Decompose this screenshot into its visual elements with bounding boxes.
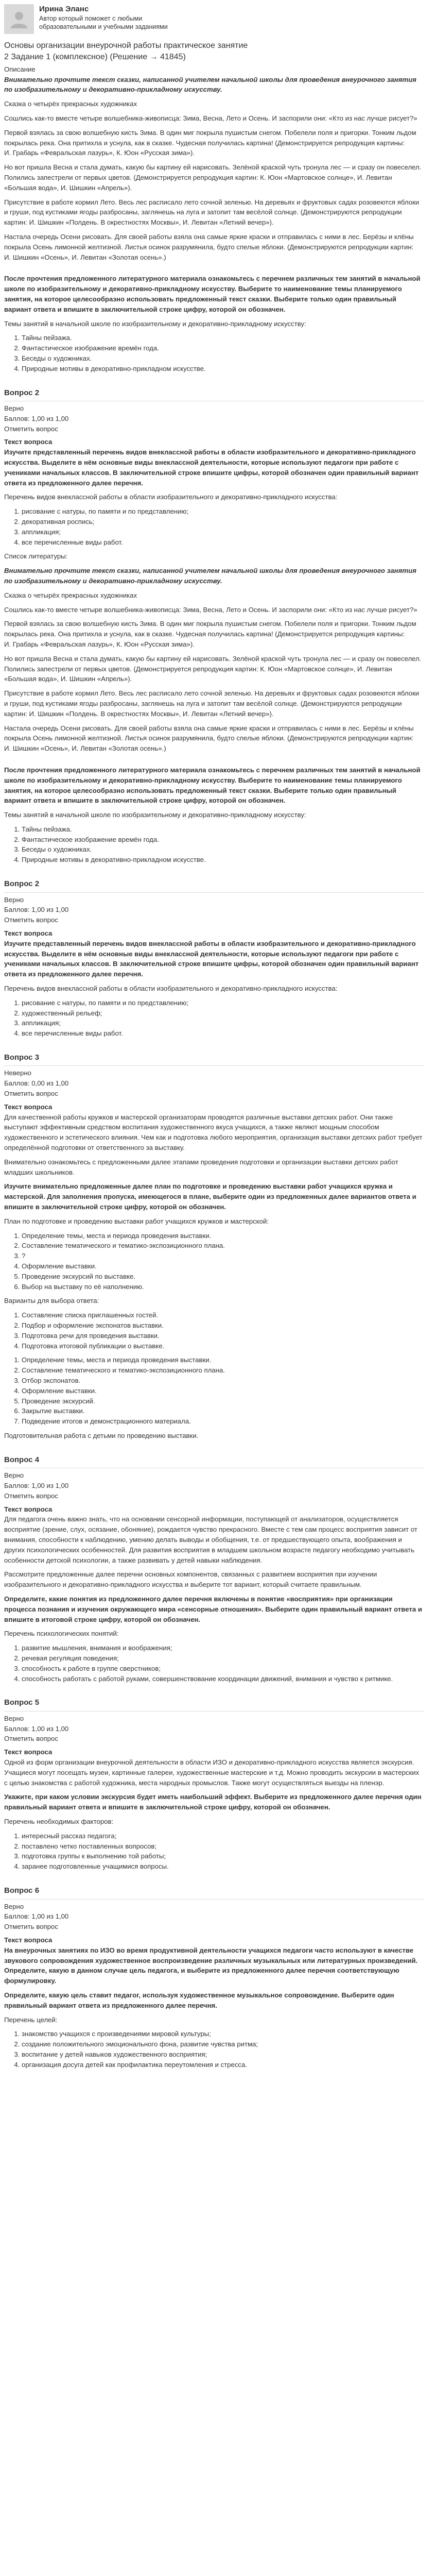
question-text-label: Текст вопроса (4, 1748, 53, 1756)
question-paragraph: Рассмотрите предложенные далее перечни основных компонентов, связанных с развитием восприятия при изучении изобразительного и декоративно-прикладного искусства и выберите тот вариант, который считаете правильным. (4, 1570, 377, 1589)
question-prompt: Изучите внимательно предложенные далее план по подготовке и проведению выставки работ учащихся кружка и мастерской. Для заполнения пропуска, имеющегося в плане, выберите один из предложенных далее вариантов ответа и впишите в заключительной строке цифру, которой он обозначен. (4, 1182, 416, 1211)
intro-text: Внимательно прочтите текст сказки, написанной учителем начальной школы для проведения внеурочного занятия по изобразительному и декоративно-прикладному искусству. (4, 75, 416, 94)
question-heading: Вопрос 5 (4, 1697, 424, 1711)
list-item: 2. Подбор и оформление экспонатов выставки. (22, 1320, 424, 1331)
list-item: 3. Отбор экспонатов. (22, 1376, 424, 1386)
avatar (4, 4, 34, 34)
list-intro: Перечень психологических понятий: (4, 1630, 119, 1638)
plan-list (4, 1231, 424, 1292)
tale-paragraph: Но вот пришла Весна и стала думать, какую бы картину ей нарисовать. Зелёной краской чуть тронула лес — и сразу он повеселел. Полились запестрели от первых цветов. (Демонстрируется репродукция картин: К. Юон «Мартовское солнце», И. Левитан «Большая вода», И. Шишкин «Апрель»). (4, 654, 422, 683)
tale-title: Сказка о четырёх прекрасных художниках (4, 100, 137, 108)
list-item: 4. Оформление выставки. (22, 1386, 424, 1396)
question-status: Верно (4, 1714, 24, 1722)
question-final: Подготовительная работа с детьми по проведению выставки. (4, 1431, 199, 1439)
answer-list-label: Список литературы: (4, 552, 68, 561)
list-item: 4. Природные мотивы в декоративно-прикладном искусстве. (22, 364, 424, 374)
tale-paragraph: Первой взялась за свою волшебную кисть Зима. В один миг покрыла пушистым снегом. Побелели поля и пригорки. Тонким льдом покрылась река. Она притихла и уснула, как в сказке. Чудесная получилась картина! (Демонстрируется репродукция картины: И. Грабарь «Февральская лазурь», К. Юон «Русская зима»). (4, 620, 416, 648)
flag-question-link[interactable]: Отметить вопрос (4, 1735, 58, 1743)
list-item: 3. аппликация; (22, 527, 424, 537)
user-icon (9, 9, 29, 29)
question-score: Баллов: 1,00 из 1,00 (4, 906, 69, 914)
list-item: 1. Составление списка приглашенных гостей. (22, 1310, 424, 1320)
question-status: Верно (4, 1902, 24, 1910)
list-item: 1. Определение темы, места и периода проведения выставки. (22, 1355, 424, 1365)
list-item: 5. Проведение экскурсий по выставке. (22, 1272, 424, 1282)
question-2 (4, 387, 424, 866)
question-text-label: Текст вопроса (4, 929, 53, 937)
question-prompt: Укажите, при каком условии экскурсия будет иметь наибольший эффект. Выберите из предложенного далее перечня один правильный вариант ответа и впишите в заключительной строке цифру, которой он обозначен. (4, 1793, 422, 1811)
list-item: 7. Подведение итогов и демонстрационного материала. (22, 1416, 424, 1427)
list-intro: Перечень видов внеклассной работы в области изобразительного и декоративно-прикладного искусства: (4, 493, 338, 501)
list-item: 3. Беседы о художниках. (22, 844, 424, 855)
question-heading: Вопрос 2 (4, 387, 424, 402)
flag-question-link[interactable]: Отметить вопрос (4, 1923, 58, 1931)
list-item: 2. Фантастическое изображение времён года. (22, 343, 424, 353)
list-item: 3. Беседы о художниках. (22, 353, 424, 364)
description-label: Описание (4, 65, 36, 73)
question-heading: Вопрос 6 (4, 1885, 424, 1900)
question-status: Верно (4, 1471, 24, 1480)
topics-intro: Темы занятий в начальной школе по изобразительному и декоративно-прикладному искусству: (4, 319, 306, 328)
question-paragraph: Одной из форм организации внеурочной деятельности в области ИЗО и декоративно-прикладного искусства является экскурсия. Учащиеся могут посещать музеи, картинные галереи, художественные мастерские и т.д. Можно проводить экскурсии в мастерских с целью знакомства с работой художника, места народных промыслов. Также могут осуществляться выезды на пленэр. (4, 1758, 420, 1787)
list-item: 4. все перечисленные виды работ. (22, 1028, 424, 1039)
question-prompt: Изучите представленный перечень видов внеклассной работы в области изобразительного и декоративно-прикладного искусства. Выделите в нём основные виды внеклассной деятельности, которые используют педагоги при работе с учениками начальных классов. В заключительной строке впишите цифры, которой обозначен один правильный вариант ответа из предложенного далее перечня. (4, 939, 419, 978)
question-paragraph: На внеурочных занятиях по ИЗО во время продуктивной деятельности учащихся педагоги часто используют в качестве звукового сопровождения художественное воспроизведение различных музыкальных или литературных произведений. Определите, какую в данном случае цель педагога, и выберите из предложенного далее перечня соответствующую формулировку. (4, 1946, 418, 1985)
question-score: Баллов: 1,00 из 1,00 (4, 1482, 69, 1490)
list-item: 1. знакомство учащихся с произведениями мировой культуры; (22, 2029, 424, 2039)
list-item: 2. художественный рельеф; (22, 1008, 424, 1019)
list-intro: Перечень целей: (4, 2015, 58, 2024)
answer-list (4, 1643, 424, 1684)
question-status: Верно (4, 895, 24, 904)
topics-list (4, 824, 424, 865)
list-item: 5. Проведение экскурсий. (22, 1396, 424, 1406)
list-item: 3. способность к работе в группе сверстников; (22, 1664, 424, 1674)
tale-paragraph: Присутствие в работе кормил Лето. Весь лес расписало лето сочной зеленью. На деревьях и фруктовых садах розовеются яблоки и груши, под кустиками ягоды разбросаны, заглянешь на луга и затопит там весёлой солнце. (Демонстрируются репродукции картин: И. Шишкин «Полдень. В окрестностях Москвы», И. Левитан «Летний вечер»). (4, 198, 420, 227)
plan-intro: План по подготовке и проведению выставки работ учащихся кружков и мастерской: (4, 1217, 269, 1225)
flag-question-link[interactable]: Отметить вопрос (4, 1090, 58, 1098)
tale-paragraph: Но вот пришла Весна и стала думать, какую бы картину ей нарисовать. Зелёной краской чуть тронула лес — и сразу он повеселел. Полились запестрели от первых цветов. (Демонстрируется репродукция картин: К. Юон «Мартовское солнце», И. Левитан «Большая вода», И. Шишкин «Апрель»). (4, 163, 422, 192)
list-item: 3. Подготовка речи для проведения выставки. (22, 1331, 424, 1341)
question-3 (4, 1052, 424, 1441)
list-item: 2. Фантастическое изображение времён года. (22, 835, 424, 845)
list-item: 2. поставлено четко поставленных вопросов; (22, 1841, 424, 1852)
list-intro: Перечень необходимых факторов: (4, 1818, 114, 1826)
question-prompt: Определите, какие понятия из предложенного далее перечня включены в понятие «восприятия» при организации процесса познания и изучения окружающего мира «сенсорные отношения». Выберите один правильный вариант ответа и впишите в итоговой строке цифру, которой он обозначен. (4, 1595, 422, 1623)
list-item: 2. Составление тематического и тематико-экспозиционного плана. (22, 1365, 424, 1376)
question-status: Неверно (4, 1069, 32, 1077)
question-paragraph: Для качественной работы кружков и мастерской организаторам проводятся различные выставки детских работ. Они также выступают эффективным средством воспитания художественного вкуса учащихся, а также являют мощным способом художественного и эстетического влияния. Чем как и подготовка любого мероприятия, организация выставки детских работ требует определённой подготовки от ответственного за выставку. (4, 1113, 423, 1152)
author-text (39, 4, 194, 31)
task-prompt: После прочтения предложенного литературного материала ознакомьтесь с перечнем различных тем занятий в начальной школе по изобразительному и декоративно-прикладному искусству. Выберите то наименование темы планируемого занятия, на которое целесообразно использовать предложенный текст сказки. Выберите только один правильный вариант ответа и впишите в заключительной строке цифру, которой он обозначен. (4, 766, 421, 805)
question-paragraph: Внимательно ознакомьтесь с предложенными далее этапами проведения подготовки и организации выставки детских работ младших школьников. (4, 1158, 398, 1176)
list-item: 1. рисование с натуры, по памяти и по представлению; (22, 506, 424, 517)
repeat-intro: Внимательно прочтите текст сказки, написанной учителем начальной школы для проведения внеурочного занятия по изобразительному и декоративно-прикладному искусству. (4, 567, 416, 585)
list-item: 2. речевая регуляция поведения; (22, 1653, 424, 1664)
question-6 (4, 1885, 424, 2070)
list-item: 2. декоративная роспись; (22, 517, 424, 527)
question-heading: Вопрос 3 (4, 1052, 424, 1066)
list-item: 2. создание положительного эмоционального фона, развитие чувства ритма; (22, 2039, 424, 2049)
list-item: 2. Составление тематического и тематико-экспозиционного плана. (22, 1241, 424, 1251)
answer-list (4, 1831, 424, 1872)
list-intro: Перечень видов внеклассной работы в области изобразительного и декоративно-прикладного искусства: (4, 984, 338, 992)
answer-list (4, 998, 424, 1039)
list-item: 3. ? (22, 1251, 424, 1261)
list-item: 1. рисование с натуры, по памяти и по представлению; (22, 998, 424, 1008)
question-2-repeat (4, 878, 424, 1039)
document-subtitle: 2 Задание 1 (комплексное) (Решение → 41845) (4, 53, 186, 62)
tale-paragraph: Первой взялась за свою волшебную кисть Зима. В один миг покрыла пушистым снегом. Побелели поля и пригорки. Тонким льдом покрылась река. Она притихла и уснула, как в сказке. Чудесная получилась картина! (Демонстрируется репродукция картины: И. Грабарь «Февральская лазурь», К. Юон «Русская зима»). (4, 128, 416, 157)
list-item: 1. Определение темы, места и периода проведения выставки. (22, 1231, 424, 1241)
tale-paragraph: Настала очередь Осени рисовать. Для своей работы взяла она самые яркие краски и отправилась с ними в лес. Берёзы и клёны покрыла Осень лимонной желтизной. Листья осинок разрумянила, будто спелые яблоки. (Демонстрируются репродукции картин: И. Шишкин «Осень», И. Левитан «Золотая осень».) (4, 232, 414, 261)
list-item: 4. Подготовка итоговой публикации о выставке. (22, 1341, 424, 1351)
list-item: 3. подготовка группы к выполнению той работы; (22, 1851, 424, 1861)
question-score: Баллов: 1,00 из 1,00 (4, 1912, 69, 1921)
tale-paragraph: Настала очередь Осени рисовать. Для своей работы взяла она самые яркие краски и отправилась с ними в лес. Берёзы и клёны покрыла Осень лимонной желтизной. Листья осинок разрумянила, будто спелые яблоки. (Демонстрируются репродукции картин: И. Шишкин «Осень», И. Левитан «Золотая осень».) (4, 724, 414, 753)
tale-title: Сказка о четырёх прекрасных художниках (4, 591, 137, 599)
question-text-label: Текст вопроса (4, 438, 53, 446)
flag-question-link[interactable]: Отметить вопрос (4, 916, 58, 924)
flag-question-link[interactable]: Отметить вопрос (4, 425, 58, 433)
question-status: Верно (4, 404, 24, 412)
list-item: 1. Тайны пейзажа. (22, 824, 424, 835)
plan-full-list (4, 1355, 424, 1427)
topics-list (4, 333, 424, 374)
question-heading: Вопрос 2 (4, 878, 424, 893)
author-description: Автор который поможет с любыми образовательными и учебными заданиями (39, 14, 168, 31)
question-score: Баллов: 1,00 из 1,00 (4, 414, 69, 422)
options-intro: Варианты для выбора ответа: (4, 1297, 99, 1305)
question-text-label: Текст вопроса (4, 1936, 53, 1944)
list-item: 4. Природные мотивы в декоративно-прикладном искусстве. (22, 855, 424, 865)
list-item: 1. развитие мышления, внимания и воображения; (22, 1643, 424, 1653)
document-title: Основы организации внеурочной работы практическое занятие (4, 41, 248, 50)
question-4 (4, 1454, 424, 1684)
question-5 (4, 1697, 424, 1872)
question-heading: Вопрос 4 (4, 1454, 424, 1469)
author-name[interactable]: Ирина Эланс (39, 5, 89, 13)
question-text-label: Текст вопроса (4, 1505, 53, 1513)
tale-paragraph: Сошлись как-то вместе четыре волшебника-живописца: Зима, Весна, Лето и Осень. И заспорили они: «Кто из нас лучше рисует?» (4, 605, 417, 614)
list-item: 3. аппликация; (22, 1018, 424, 1028)
tale-paragraph: Присутствие в работе кормил Лето. Весь лес расписало лето сочной зеленью. На деревьях и фруктовых садах розовеются яблоки и груши, под кустиками ягоды разбросаны, заглянешь на луга и затопит там весёлой солнце. (Демонстрируются репродукции картин: И. Шишкин «Полдень. В окрестностях Москвы», И. Левитан «Летний вечер»). (4, 689, 420, 718)
answer-list (4, 2029, 424, 2070)
list-item: 6. Закрытие выставки. (22, 1406, 424, 1416)
list-item: 3. воспитание у детей навыков художественного восприятия; (22, 2049, 424, 2060)
list-item: 1. Тайны пейзажа. (22, 333, 424, 343)
list-item: 6. Выбор на выставку по её наполнению. (22, 1282, 424, 1292)
list-item: 4. организация досуга детей как профилактика переутомления и стресса. (22, 2060, 424, 2070)
answer-list (4, 506, 424, 547)
list-item: 1. интересный рассказ педагога; (22, 1831, 424, 1841)
question-score: Баллов: 0,00 из 1,00 (4, 1079, 69, 1088)
author-block (4, 4, 424, 36)
list-item: 4. заранее подготовленные учащимися вопросы. (22, 1861, 424, 1872)
question-text-label: Текст вопроса (4, 1103, 53, 1111)
list-item: 4. все перечисленные виды работ. (22, 537, 424, 548)
flag-question-link[interactable]: Отметить вопрос (4, 1492, 58, 1500)
options-list (4, 1310, 424, 1351)
question-score: Баллов: 1,00 из 1,00 (4, 1724, 69, 1733)
question-prompt: Определите, какую цель ставит педагог, используя художественное музыкальное сопровождение. Выберите один правильный вариант ответа из предложенного далее перечня. (4, 1991, 394, 2009)
list-item: 4. способность работать с работой руками, совершенствование координации движений, внимания и чувство к ритмике. (22, 1674, 424, 1684)
question-paragraph: Для педагога очень важно знать, что на основании сенсорной информации, поступающей от анализаторов, осуществляется восприятие (зрение, слух, осязание, обоняние), рождается чувство прекрасного. Вместе с тем сам процесс восприятия зависит от внимания, способности к наблюдению, умению делать выводы и обобщения, т.е. от предшествующего опыта, воображения и других психологических особенностей. Для развития восприятия в младшем школьном возрасте педагогу необходимо учитывать особенности детской психологии, а также развивать у детей навыки наблюдения. (4, 1515, 417, 1564)
topics-intro: Темы занятий в начальной школе по изобразительному и декоративно-прикладному искусству: (4, 811, 306, 819)
list-item: 4. Оформление выставки. (22, 1261, 424, 1272)
tale-paragraph: Сошлись как-то вместе четыре волшебника-живописца: Зима, Весна, Лето и Осень. И заспорили они: «Кто из нас лучше рисует?» (4, 114, 417, 122)
task-prompt: После прочтения предложенного литературного материала ознакомьтесь с перечнем различных тем занятий в начальной школе по изобразительному и декоративно-прикладному искусству. Выберите то наименование темы планируемого занятия, на которое целесообразно использовать предложенный текст сказки. Выберите только один правильный вариант ответа и впишите в заключительной строке цифру, которой он обозначен. (4, 275, 421, 313)
question-prompt: Изучите представленный перечень видов внеклассной работы в области изобразительного и декоративно-прикладного искусства. Выделите в нём основные виды внеклассной деятельности, которые используют педагоги при работе с учениками начальных классов. В заключительной строке впишите цифры, которой обозначен один правильный вариант ответа из предложенного далее перечня. (4, 448, 419, 487)
